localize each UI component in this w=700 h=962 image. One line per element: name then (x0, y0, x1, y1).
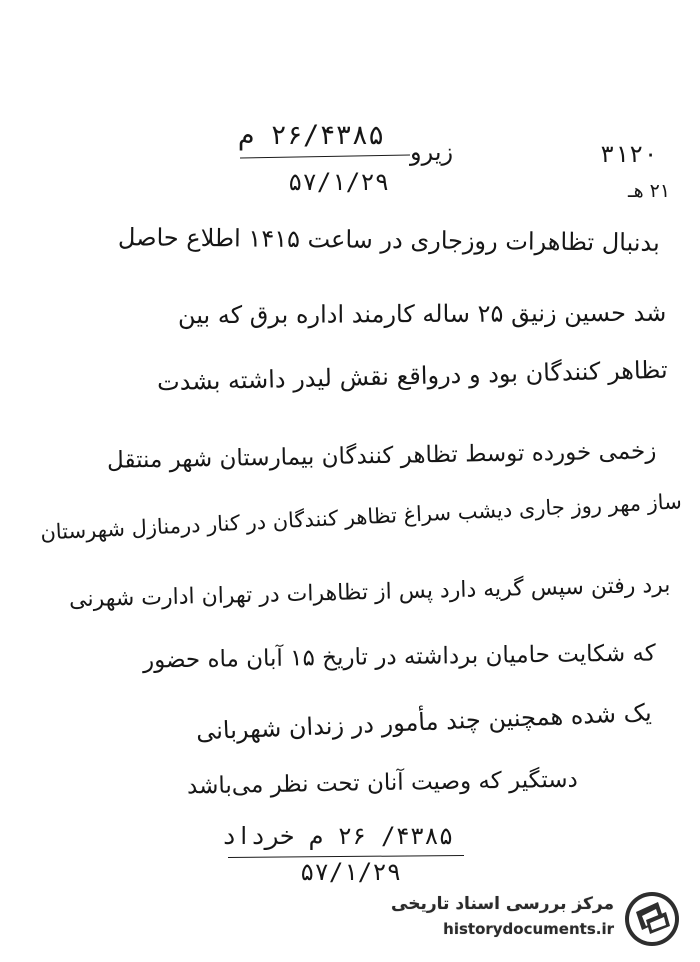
archive-website: historydocuments.ir (443, 920, 614, 938)
body-line: دستگیر که وصیت آنان تحت نظر می‌باشد (186, 766, 579, 800)
header-recipient: زیرو (410, 138, 454, 166)
header-page-number: ۳۱۲۰ (600, 140, 658, 168)
body-line: زخمی خورده توسط تظاهر کنندگان بیمارستان شهر منتقل (106, 438, 657, 474)
header-date: ۵۷/۱/۲۹ (288, 168, 390, 196)
body-line: یک شده همچنین چند مأمور در زندان شهربانی (195, 698, 653, 746)
footer-reference-number: ۴۳۸۵/ ۲۶ م خرداد (222, 822, 454, 850)
header-category: ۲۱ هـ (628, 180, 671, 202)
body-line: که شکایت حامیان برداشته در تاریخ ۱۵ آبان ماه حضور (143, 640, 657, 674)
footer-date: ۵۷/۱/۲۹ (300, 858, 402, 886)
body-line: برد رفتن سپس گریه دارد پس از تظاهرات در تهران ادارت شهرنی (68, 572, 671, 613)
header-reference-number: ۲۶/۴۳۸۵ م (238, 120, 385, 151)
document-archive-icon (622, 890, 682, 948)
body-line: ساز مهر روز جاری دیشب سراغ تظاهر کنندگان در کنار درمنازل شهرستان (39, 489, 683, 545)
body-line: بدنبال تظاهرات روزجاری در ساعت ۱۴۱۵ اطلاع حاصل (118, 223, 661, 257)
body-line: شد حسین زنیق ۲۵ ساله کارمند اداره برق که بین (177, 298, 667, 330)
body-line: تظاهر کنندگان بود و درواقع نقش لیدر داشته بشدت (157, 355, 669, 397)
archive-org-name: مرکز بررسی اسناد تاریخی (391, 894, 614, 914)
header-reference-underline (240, 155, 410, 159)
archive-watermark (392, 888, 682, 950)
